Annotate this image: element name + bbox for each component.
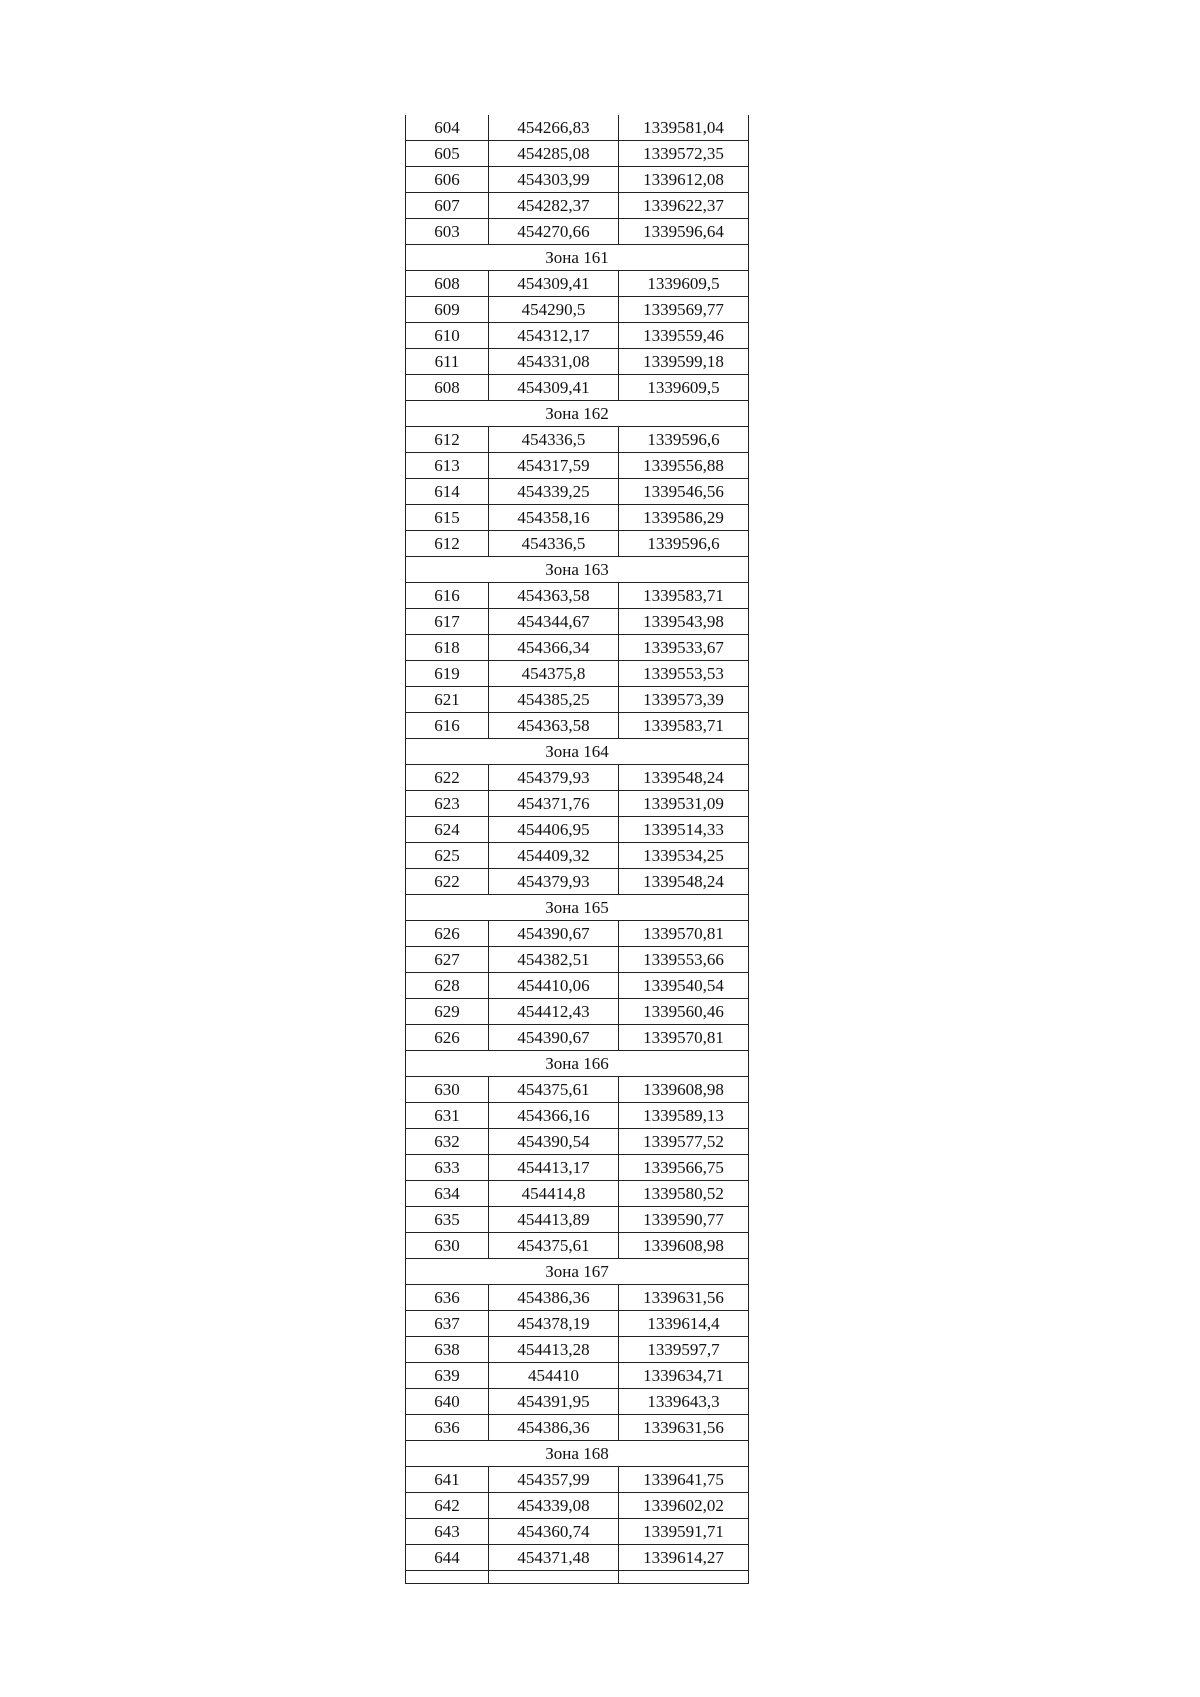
point-number-cell: 636: [406, 1285, 489, 1311]
x-coordinate-cell: 454309,41: [489, 375, 619, 401]
x-coordinate-cell: 454414,8: [489, 1181, 619, 1207]
zone-label: Зона 163: [406, 557, 749, 583]
table-row: [406, 713, 749, 739]
y-coordinate-cell: 1339543,98: [619, 609, 749, 635]
y-coordinate-cell: [619, 1571, 749, 1584]
point-number-cell: 607: [406, 193, 489, 219]
table-row: [406, 869, 749, 895]
table-row: [406, 427, 749, 453]
x-coordinate-cell: 454409,32: [489, 843, 619, 869]
point-number-cell: 612: [406, 531, 489, 557]
y-coordinate-cell: 1339570,81: [619, 921, 749, 947]
x-coordinate-cell: 454390,54: [489, 1129, 619, 1155]
point-number-cell: 613: [406, 453, 489, 479]
point-number-cell: 627: [406, 947, 489, 973]
x-coordinate-cell: 454391,95: [489, 1389, 619, 1415]
y-coordinate-cell: 1339614,4: [619, 1311, 749, 1337]
zone-label: Зона 164: [406, 739, 749, 765]
point-number-cell: 642: [406, 1493, 489, 1519]
y-coordinate-cell: 1339533,67: [619, 635, 749, 661]
table-row: [406, 1519, 749, 1545]
table-row: [406, 947, 749, 973]
point-number-cell: 639: [406, 1363, 489, 1389]
x-coordinate-cell: 454358,16: [489, 505, 619, 531]
point-number-cell: 633: [406, 1155, 489, 1181]
table-row: [406, 1389, 749, 1415]
x-coordinate-cell: 454390,67: [489, 921, 619, 947]
x-coordinate-cell: 454413,89: [489, 1207, 619, 1233]
x-coordinate-cell: 454317,59: [489, 453, 619, 479]
y-coordinate-cell: 1339597,7: [619, 1337, 749, 1363]
y-coordinate-cell: 1339580,52: [619, 1181, 749, 1207]
table-row: [406, 817, 749, 843]
table-row: [406, 687, 749, 713]
table-row: [406, 297, 749, 323]
x-coordinate-cell: 454360,74: [489, 1519, 619, 1545]
y-coordinate-cell: 1339581,04: [619, 115, 749, 141]
table-row: [406, 635, 749, 661]
point-number-cell: 637: [406, 1311, 489, 1337]
point-number-cell: 629: [406, 999, 489, 1025]
table-row: [406, 193, 749, 219]
table-row: [406, 583, 749, 609]
table-row: [406, 1545, 749, 1571]
y-coordinate-cell: 1339631,56: [619, 1415, 749, 1441]
y-coordinate-cell: 1339569,77: [619, 297, 749, 323]
zone-label: Зона 162: [406, 401, 749, 427]
table-row: [406, 115, 749, 141]
table-row: [406, 973, 749, 999]
y-coordinate-cell: 1339609,5: [619, 375, 749, 401]
table-row: [406, 661, 749, 687]
y-coordinate-cell: 1339556,88: [619, 453, 749, 479]
point-number-cell: 630: [406, 1233, 489, 1259]
table-row-blank: [406, 1571, 749, 1584]
x-coordinate-cell: [489, 1571, 619, 1584]
point-number-cell: 644: [406, 1545, 489, 1571]
table-row: [406, 505, 749, 531]
point-number-cell: 615: [406, 505, 489, 531]
y-coordinate-cell: 1339553,53: [619, 661, 749, 687]
table-row: [406, 843, 749, 869]
x-coordinate-cell: 454378,19: [489, 1311, 619, 1337]
point-number-cell: 618: [406, 635, 489, 661]
table-row: [406, 1415, 749, 1441]
point-number-cell: 621: [406, 687, 489, 713]
point-number-cell: 610: [406, 323, 489, 349]
x-coordinate-cell: 454336,5: [489, 531, 619, 557]
y-coordinate-cell: 1339631,56: [619, 1285, 749, 1311]
point-number-cell: 632: [406, 1129, 489, 1155]
table-row: [406, 791, 749, 817]
zone-header-row: [406, 895, 749, 921]
point-number-cell: 612: [406, 427, 489, 453]
x-coordinate-cell: 454386,36: [489, 1285, 619, 1311]
x-coordinate-cell: 454290,5: [489, 297, 619, 323]
point-number-cell: 630: [406, 1077, 489, 1103]
table-row: [406, 167, 749, 193]
point-number-cell: 634: [406, 1181, 489, 1207]
x-coordinate-cell: 454366,16: [489, 1103, 619, 1129]
point-number-cell: 611: [406, 349, 489, 375]
table-row: [406, 1155, 749, 1181]
y-coordinate-cell: 1339548,24: [619, 869, 749, 895]
x-coordinate-cell: 454375,61: [489, 1233, 619, 1259]
y-coordinate-cell: 1339573,39: [619, 687, 749, 713]
y-coordinate-cell: 1339609,5: [619, 271, 749, 297]
point-number-cell: 643: [406, 1519, 489, 1545]
y-coordinate-cell: 1339641,75: [619, 1467, 749, 1493]
y-coordinate-cell: 1339583,71: [619, 583, 749, 609]
point-number-cell: 624: [406, 817, 489, 843]
table-row: [406, 1467, 749, 1493]
y-coordinate-cell: 1339514,33: [619, 817, 749, 843]
y-coordinate-cell: 1339599,18: [619, 349, 749, 375]
y-coordinate-cell: 1339534,25: [619, 843, 749, 869]
x-coordinate-cell: 454285,08: [489, 141, 619, 167]
point-number-cell: 628: [406, 973, 489, 999]
x-coordinate-cell: 454413,17: [489, 1155, 619, 1181]
table-row: [406, 1103, 749, 1129]
x-coordinate-cell: 454375,8: [489, 661, 619, 687]
x-coordinate-cell: 454379,93: [489, 765, 619, 791]
x-coordinate-cell: 454339,25: [489, 479, 619, 505]
x-coordinate-cell: 454357,99: [489, 1467, 619, 1493]
x-coordinate-cell: 454375,61: [489, 1077, 619, 1103]
y-coordinate-cell: 1339622,37: [619, 193, 749, 219]
y-coordinate-cell: 1339586,29: [619, 505, 749, 531]
x-coordinate-cell: 454413,28: [489, 1337, 619, 1363]
point-number-cell: 609: [406, 297, 489, 323]
y-coordinate-cell: 1339559,46: [619, 323, 749, 349]
x-coordinate-cell: 454303,99: [489, 167, 619, 193]
zone-label: Зона 168: [406, 1441, 749, 1467]
y-coordinate-cell: 1339612,08: [619, 167, 749, 193]
point-number-cell: 625: [406, 843, 489, 869]
x-coordinate-cell: 454309,41: [489, 271, 619, 297]
table-row: [406, 479, 749, 505]
zone-header-row: [406, 1259, 749, 1285]
table-row: [406, 1337, 749, 1363]
x-coordinate-cell: 454363,58: [489, 713, 619, 739]
zone-label: Зона 161: [406, 245, 749, 271]
y-coordinate-cell: 1339531,09: [619, 791, 749, 817]
point-number-cell: 608: [406, 375, 489, 401]
table-row: [406, 1363, 749, 1389]
y-coordinate-cell: 1339608,98: [619, 1233, 749, 1259]
x-coordinate-cell: 454331,08: [489, 349, 619, 375]
y-coordinate-cell: 1339577,52: [619, 1129, 749, 1155]
point-number-cell: 616: [406, 713, 489, 739]
table-row: [406, 1233, 749, 1259]
point-number-cell: 623: [406, 791, 489, 817]
x-coordinate-cell: 454371,48: [489, 1545, 619, 1571]
x-coordinate-cell: 454386,36: [489, 1415, 619, 1441]
zone-label: Зона 167: [406, 1259, 749, 1285]
point-number-cell: 617: [406, 609, 489, 635]
point-number-cell: 622: [406, 765, 489, 791]
table-row: [406, 453, 749, 479]
zone-header-row: [406, 739, 749, 765]
table-row: [406, 921, 749, 947]
table-row: [406, 1129, 749, 1155]
table-row: [406, 531, 749, 557]
table-row: [406, 219, 749, 245]
y-coordinate-cell: 1339540,54: [619, 973, 749, 999]
x-coordinate-cell: 454336,5: [489, 427, 619, 453]
y-coordinate-cell: 1339566,75: [619, 1155, 749, 1181]
table-row: [406, 375, 749, 401]
table-row: [406, 1207, 749, 1233]
point-number-cell: 641: [406, 1467, 489, 1493]
y-coordinate-cell: 1339560,46: [619, 999, 749, 1025]
point-number-cell: 616: [406, 583, 489, 609]
y-coordinate-cell: 1339570,81: [619, 1025, 749, 1051]
point-number-cell: 626: [406, 921, 489, 947]
x-coordinate-cell: 454344,67: [489, 609, 619, 635]
point-number-cell: 605: [406, 141, 489, 167]
y-coordinate-cell: 1339548,24: [619, 765, 749, 791]
y-coordinate-cell: 1339583,71: [619, 713, 749, 739]
table-row: [406, 141, 749, 167]
y-coordinate-cell: 1339572,35: [619, 141, 749, 167]
y-coordinate-cell: 1339589,13: [619, 1103, 749, 1129]
table-row: [406, 349, 749, 375]
table-row: [406, 1493, 749, 1519]
x-coordinate-cell: 454270,66: [489, 219, 619, 245]
table-row: [406, 1285, 749, 1311]
zone-label: Зона 165: [406, 895, 749, 921]
point-number-cell: 631: [406, 1103, 489, 1129]
x-coordinate-cell: 454410,06: [489, 973, 619, 999]
y-coordinate-cell: 1339546,56: [619, 479, 749, 505]
table-row: [406, 1077, 749, 1103]
table-row: [406, 1025, 749, 1051]
point-number-cell: 640: [406, 1389, 489, 1415]
point-number-cell: 626: [406, 1025, 489, 1051]
x-coordinate-cell: 454366,34: [489, 635, 619, 661]
x-coordinate-cell: 454339,08: [489, 1493, 619, 1519]
table-row: [406, 323, 749, 349]
point-number-cell: 614: [406, 479, 489, 505]
point-number-cell: [406, 1571, 489, 1584]
zone-header-row: [406, 401, 749, 427]
point-number-cell: 622: [406, 869, 489, 895]
y-coordinate-cell: 1339602,02: [619, 1493, 749, 1519]
x-coordinate-cell: 454312,17: [489, 323, 619, 349]
coordinates-table: [405, 115, 749, 1584]
table-row: [406, 765, 749, 791]
point-number-cell: 635: [406, 1207, 489, 1233]
table-row: [406, 1311, 749, 1337]
x-coordinate-cell: 454363,58: [489, 583, 619, 609]
table-row: [406, 1181, 749, 1207]
point-number-cell: 604: [406, 115, 489, 141]
x-coordinate-cell: 454406,95: [489, 817, 619, 843]
y-coordinate-cell: 1339614,27: [619, 1545, 749, 1571]
x-coordinate-cell: 454382,51: [489, 947, 619, 973]
table-row: [406, 999, 749, 1025]
point-number-cell: 638: [406, 1337, 489, 1363]
zone-header-row: [406, 1441, 749, 1467]
x-coordinate-cell: 454410: [489, 1363, 619, 1389]
y-coordinate-cell: 1339596,6: [619, 427, 749, 453]
y-coordinate-cell: 1339553,66: [619, 947, 749, 973]
x-coordinate-cell: 454371,76: [489, 791, 619, 817]
point-number-cell: 608: [406, 271, 489, 297]
point-number-cell: 619: [406, 661, 489, 687]
y-coordinate-cell: 1339608,98: [619, 1077, 749, 1103]
coordinates-table-body: [406, 115, 749, 1584]
point-number-cell: 603: [406, 219, 489, 245]
x-coordinate-cell: 454282,37: [489, 193, 619, 219]
y-coordinate-cell: 1339591,71: [619, 1519, 749, 1545]
y-coordinate-cell: 1339596,6: [619, 531, 749, 557]
zone-label: Зона 166: [406, 1051, 749, 1077]
y-coordinate-cell: 1339596,64: [619, 219, 749, 245]
x-coordinate-cell: 454385,25: [489, 687, 619, 713]
zone-header-row: [406, 557, 749, 583]
point-number-cell: 606: [406, 167, 489, 193]
x-coordinate-cell: 454266,83: [489, 115, 619, 141]
x-coordinate-cell: 454412,43: [489, 999, 619, 1025]
table-row: [406, 609, 749, 635]
y-coordinate-cell: 1339634,71: [619, 1363, 749, 1389]
point-number-cell: 636: [406, 1415, 489, 1441]
y-coordinate-cell: 1339590,77: [619, 1207, 749, 1233]
x-coordinate-cell: 454379,93: [489, 869, 619, 895]
zone-header-row: [406, 1051, 749, 1077]
y-coordinate-cell: 1339643,3: [619, 1389, 749, 1415]
table-row: [406, 271, 749, 297]
zone-header-row: [406, 245, 749, 271]
x-coordinate-cell: 454390,67: [489, 1025, 619, 1051]
